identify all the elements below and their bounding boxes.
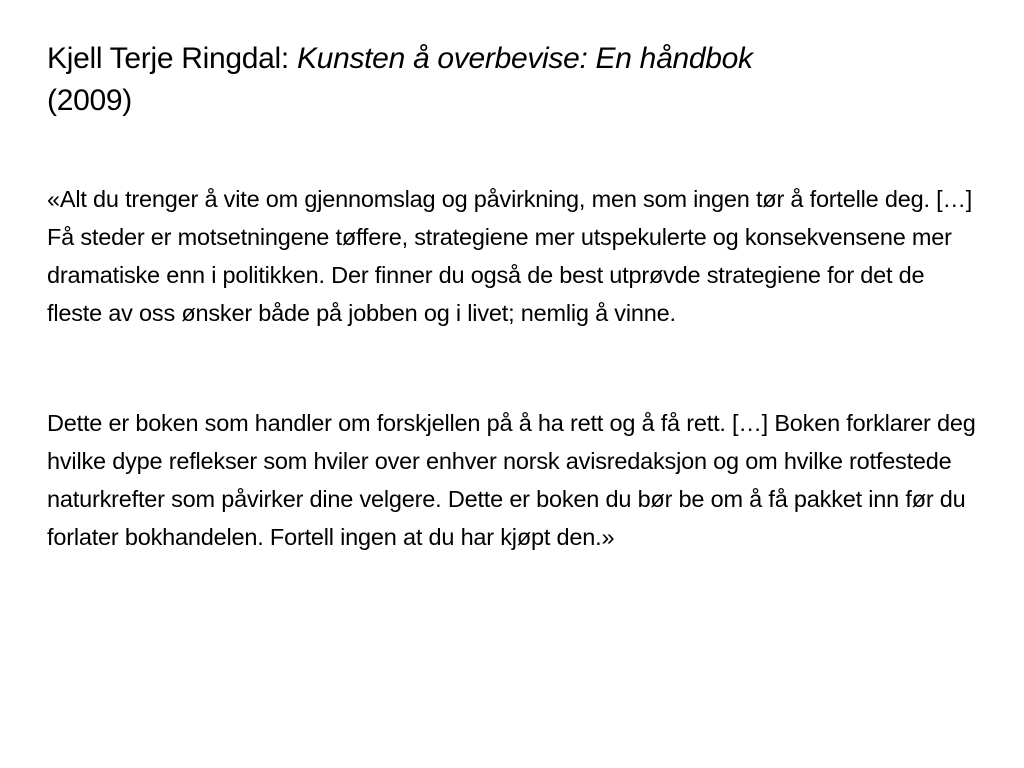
quote-paragraph-2: Dette er boken som handler om forskjellen på å ha rett og å få rett. […] Boken forklarer deg hvilke dype reflekser som hviler over enhver norsk avisredaksjon og om hvilke rotfestede naturkrefter som påvirker dine velgere. Dette er boken du bør be om å få pakket inn før du forlater bokhandelen. Fortell ingen at du har kjøpt den.»	[47, 410, 976, 550]
book-title: Kunsten å overbevise: En håndbok	[296, 42, 753, 75]
quote-paragraph-1: «Alt du trenger å vite om gjennomslag og påvirkning, men som ingen tør å fortelle deg. […] Få steder er motsetningene tøffere, strategiene mer utspekulerte og konsekvensene mer dramatiske enn i politikken. Der finner du også de best utprøvde strategiene for det de fleste av oss ønsker både på jobben og i livet; nemlig å vinne.	[47, 186, 973, 326]
publication-year: (2009)	[47, 84, 132, 117]
slide-heading	[47, 38, 977, 122]
author-name: Kjell Terje Ringdal:	[47, 42, 289, 75]
